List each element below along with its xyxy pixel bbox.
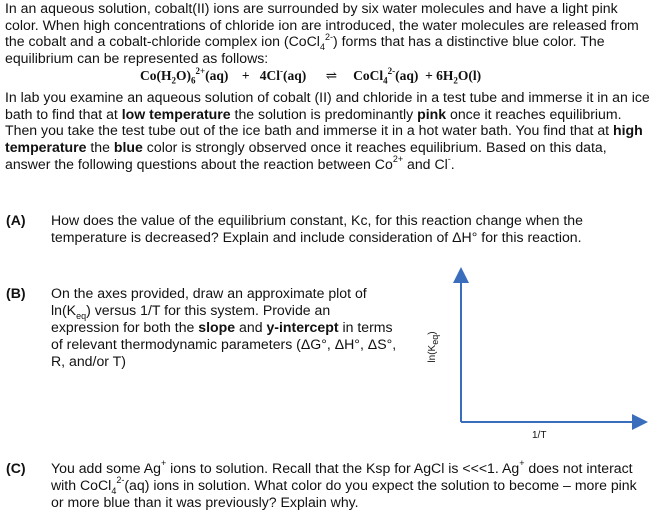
question-b-text: On the axes provided, draw an approximate plot of $\ln(K_{eq})$ versus 1/T for this system. Provide an expression for both the slope and y-intercept in terms of relevant thermodynamic parameters (ΔG°, ΔH°, ΔS°, R, and/or T) [51, 285, 397, 369]
y-axis-label: $\ln(K_{eq})$ [427, 331, 440, 363]
x-axis-label: 1/T [532, 430, 547, 441]
lab-paragraph: In lab you examine an aqueous solution of cobalt (II) and chloride in a test tube and immerse it in an ice bath to find that at low temperature the solution is predominantly pink once it reaches equilibrium. Then you take the test tube out of the ice bath and immerse it in a hot water bath. You find that at high temperature the blue color is strongly observed once it reaches equilibrium. Based on this data, answer the following questions about the reaction between $Co^{2+}$ and Cl-. [5, 89, 650, 172]
question-c-label: (C) [6, 460, 26, 476]
equilibrium-arrow-icon: ⇌ [325, 68, 337, 83]
question-a-label: (A) [6, 212, 26, 228]
question-c-text: You add some Ag+ ions to solution. Recall that the Ksp for AgCl is <<<1. Ag+ does not interact with CoCl$_4^{2-}$(aq) ions in solution. What color do you expect the solution to become – more pink or more blue than it was previously? Explain why. [51, 458, 637, 510]
question-a-text: How does the value of the equilibrium constant, Kc, for this reaction change when the temperature is decreased? Explain and include consideration of ΔH° for this reaction. [51, 212, 583, 245]
question-b-label: (B) [6, 285, 26, 301]
equilibrium-equation: $Co(H_2O)_6^{2+}(aq)$ + 4Cl-(aq) ⇌ CoCl$_4^{2-}$(aq) + $6H_2O(l)$ [140, 65, 482, 86]
intro-paragraph: In an aqueous solution, cobalt(II) ions are surrounded by six water molecules and have a light pink color. When high concentrations of chloride ion are introduced, the water molecules are released from the cobalt and a cobalt-chloride complex ion (CoCl$_4^{2-}$) forms that has a distinctive blue color. The equilibrium can be represented as follows: [5, 0, 639, 67]
